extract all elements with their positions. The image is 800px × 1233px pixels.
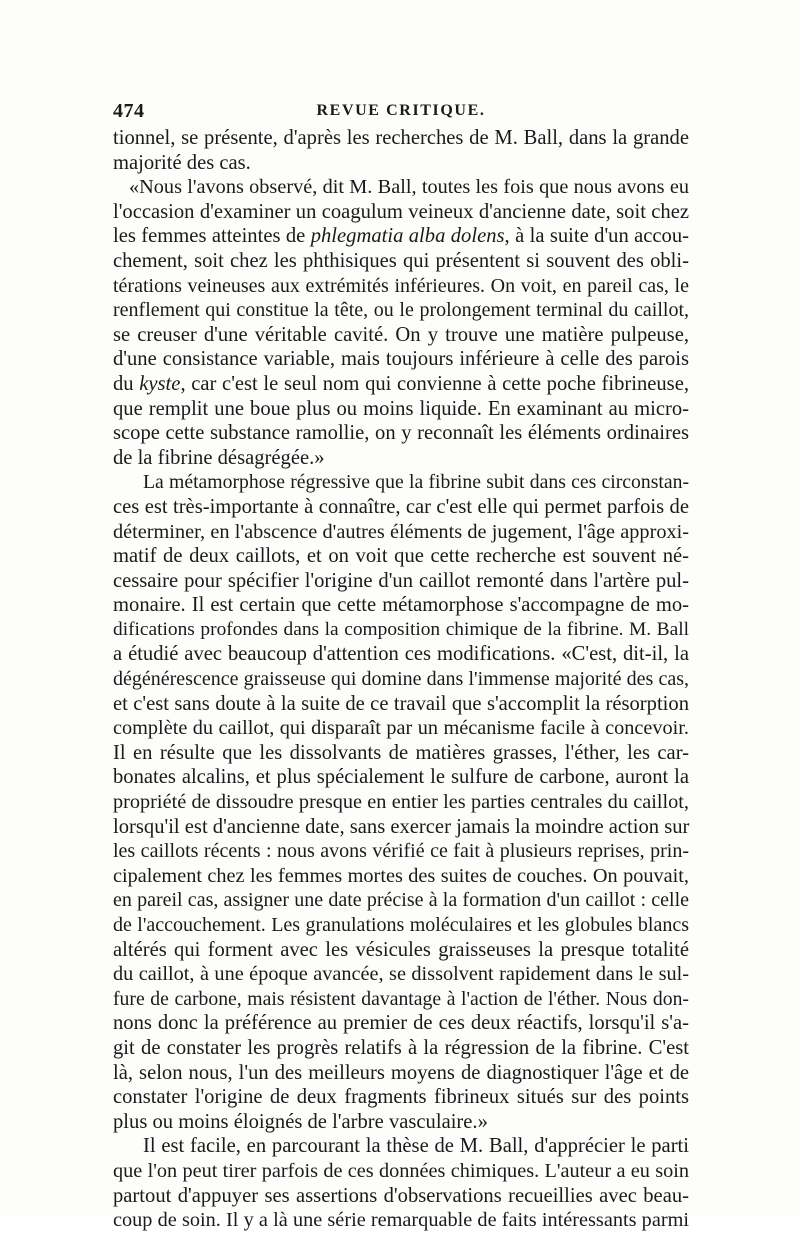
text-line: propriété de dissoudre presque en entier les parties centrales du caillot, [113,791,689,814]
text-line: déterminer, en l'abscence d'autres éléments de jugement, l'âge approxi- [113,520,689,543]
text-segment: du [113,372,140,395]
text-line [113,224,689,249]
text-line: a étudié avec beaucoup d'attention ces modifications. «C'est, dit-il, la [113,643,689,666]
text-line: Il en résulte que les dissolvants de matières grasses, l'éther, les car- [113,741,689,764]
text-line: «Nous l'avons observé, dit M. Ball, toutes les fois que nous avons eu [129,176,689,199]
text-line: de l'accouchement. Les granulations moléculaires et les globules blancs [113,914,689,936]
text-line: en pareil cas, assigner une date précise à la formation d'un caillot : celle [113,889,689,912]
text-line: que l'on peut tirer parfois de ces données chimiques. L'auteur a eu soin [113,1159,689,1182]
text-line: bonates alcalins, et plus spécialement le sulfure de carbone, auront la [113,766,689,789]
text-line [113,372,689,397]
text-line: tionnel, se présente, d'après les recherches de M. Ball, dans la grande [113,127,689,149]
text-line: matif de deux caillots, et on voit que cette recherche est souvent né- [113,545,689,568]
text-line: nons donc la préférence au premier de ces deux réactifs, lorsqu'il s'a- [113,1012,689,1035]
text-line: de la fibrine désagrégée.» [113,446,325,469]
text-line: lorsqu'il est d'ancienne date, sans exercer jamais la moindre action sur [113,815,690,838]
running-title: REVUE CRITIQUE. [316,102,486,119]
text-line: l'occasion d'examiner un coagulum veineux d'ancienne date, soit chez [113,200,689,223]
italic-term: kyste [139,372,181,395]
text-line: difications profondes dans la composition chimique de la fibrine. M. Ball [113,618,689,640]
text-line: cipalement chez les femmes mortes des suites de couches. On pouvait, [113,864,689,887]
text-line: du caillot, à une époque avancée, se dissolvent rapidement dans le sul- [113,963,689,986]
text-line: Il est facile, en parcourant la thèse de M. Ball, d'apprécier le parti [143,1135,689,1158]
text-line: fure de carbone, mais résistent davantage à l'action de l'éther. Nous don- [113,987,689,1010]
text-line: plus ou moins éloignés de l'arbre vasculaire.» [113,1110,488,1133]
text-line: coup de soin. Il y a là une série remarquable de faits intéressants parmi [113,1209,689,1232]
text-line: d'une consistance variable, mais toujours inférieure à celle des parois [113,348,689,371]
page-number: 474 [113,100,145,122]
text-segment: , car c'est le seul nom qui convienne à cette poche fibrineuse, [180,372,689,395]
text-line: ces est très-importante à connaître, car c'est elle qui permet parfois de [113,495,689,518]
text-line: chement, soit chez les phthisiques qui présentent si souvent des obli- [113,249,689,272]
text-line: git de constater les progrès relatifs à la régression de la fibrine. C'est [113,1036,689,1059]
text-line: là, selon nous, l'un des meilleurs moyens de diagnostiquer l'âge et de [113,1061,689,1084]
body-text [113,126,689,1233]
text-line: cessaire pour spécifier l'origine d'un caillot remonté dans l'artère pul- [113,569,689,592]
text-line: La métamorphose régressive que la fibrine subit dans ces circonstan- [143,471,689,494]
page-header [113,100,689,126]
text-line: scope cette substance ramollie, on y reconnaît les éléments ordinaires [113,422,689,445]
text-line: monaire. Il est certain que cette métamorphose s'accompagne de mo- [113,594,689,617]
text-line: altérés qui forment avec les vésicules graisseuses la presque totalité [113,938,689,961]
text-line: térations veineuses aux extrémités inférieures. On voit, en pareil cas, le [113,274,689,297]
text-line: et c'est sans doute à la suite de ce travail que s'accomplit la résorption [113,692,689,715]
text-line: partout d'appuyer ses assertions d'observations recueillies avec beau- [113,1184,689,1207]
text-line: que remplit une boue plus ou moins liquide. En examinant au micro- [113,397,689,420]
text-line: complète du caillot, qui disparaît par un mécanisme facile à concevoir. [113,717,689,740]
text-line: les caillots récents : nous avons vérifié ce fait à plusieurs reprises, prin- [113,840,689,863]
italic-term: phlegmatia alba dolens [310,225,505,248]
text-line: se creuser d'une véritable cavité. On y trouve une matière pulpeuse, [113,323,689,346]
text-line: constater l'origine de deux fragments fibrineux situés sur des points [113,1086,689,1109]
text-line: majorité des cas. [113,151,251,174]
text-line: renflement qui constitue la tête, ou le prolongement terminal du caillot, [113,299,689,322]
text-segment: , à la suite d'un accou- [504,225,690,248]
text-segment: les femmes atteintes de [113,225,311,248]
text-line: dégénérescence graisseuse qui domine dans l'immense majorité des cas, [113,668,689,691]
